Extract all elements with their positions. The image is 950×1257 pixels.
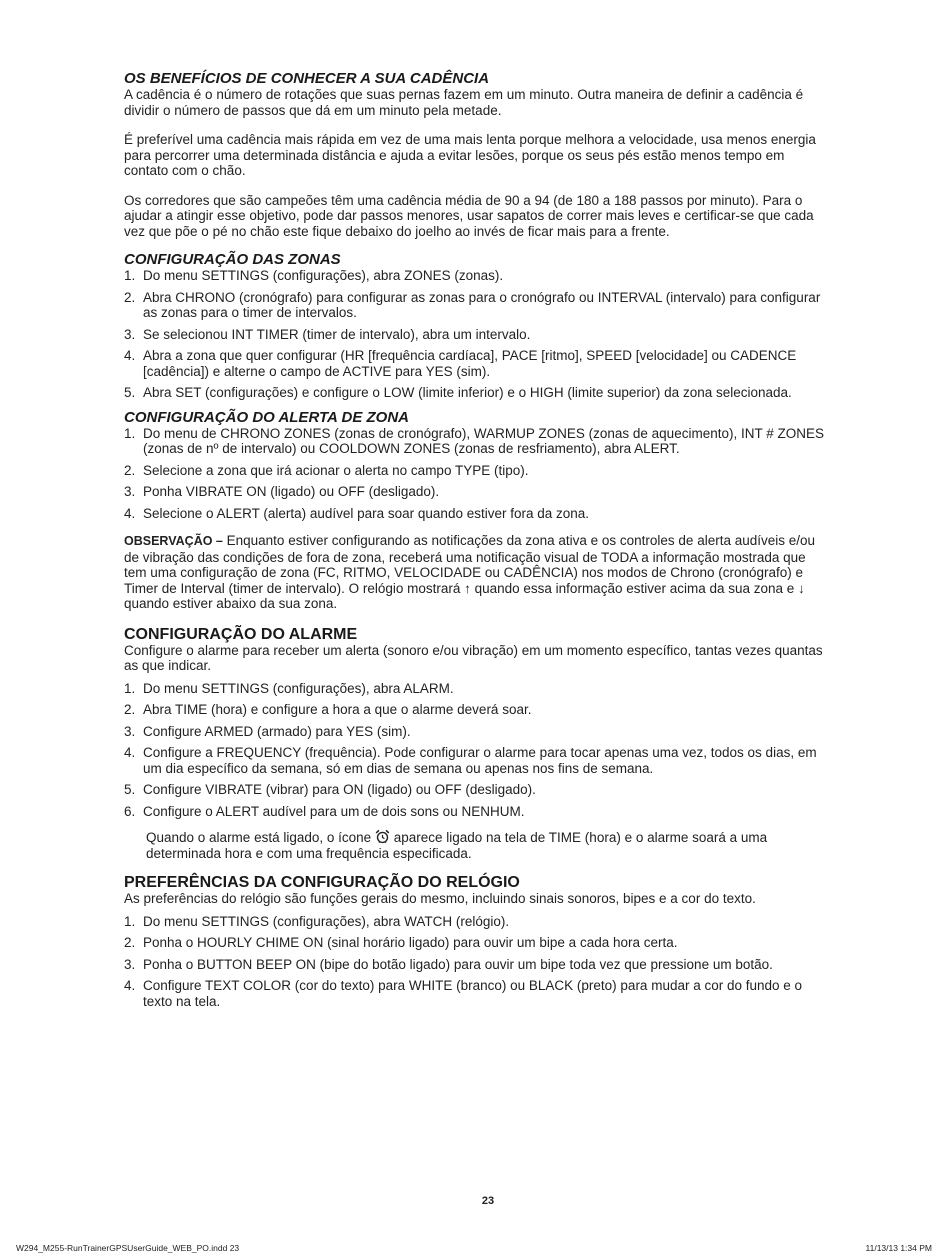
watch-preference-steps <box>124 914 830 1010</box>
section-title-cadence-benefits: OS BENEFÍCIOS DE CONHECER A SUA CADÊNCIA <box>124 70 490 87</box>
alarm-note: Quando o alarme está ligado, o ícone aparece ligado na tela de TIME (hora) e o alarme soará a uma determinada hora e com uma frequência especificada. <box>146 830 768 861</box>
list-item: 2. Ponha o HOURLY CHIME ON (sinal horário ligado) para ouvir um bipe a cada hora certa. <box>124 935 678 950</box>
paragraph: Configure o alarme para receber um alerta (sonoro e/ou vibração) em um momento específico, tantas vezes quantas as que indicar. <box>124 642 823 673</box>
list-item: 4. Configure TEXT COLOR (cor do texto) para WHITE (branco) ou BLACK (preto) para mudar a cor do fundo e o texto na tela. <box>124 978 803 1009</box>
list-item: 6. Configure o ALERT audível para um de dois sons ou NENHUM. <box>124 803 525 819</box>
alarm-steps <box>124 681 830 820</box>
paragraph: A cadência é o número de rotações que suas pernas fazem em um minuto. Outra maneira de definir a cadência é dividir o número de passos que dá em um minuto pela metade. <box>124 87 804 118</box>
list-item: 3. Ponha VIBRATE ON (ligado) ou OFF (desligado). <box>124 484 440 499</box>
paragraph: As preferências do relógio são funções gerais do mesmo, incluindo sinais sonoros, bipes e a cor do texto. <box>124 891 756 906</box>
list-item: 2. Abra TIME (hora) e configure a hora a que o alarme deverá soar. <box>124 702 532 717</box>
list-item: 4. Configure a FREQUENCY (frequência). Pode configurar o alarme para tocar apenas uma vez, todos os dias, em um dia específico da semana, só em dias de semana ou apenas nos fins de semana. <box>124 745 817 776</box>
alarm-clock-icon <box>375 829 390 844</box>
zone-alert-steps <box>124 426 830 522</box>
list-item: 4. Abra a zona que quer configurar (HR [frequência cardíaca], PACE [ritmo], SPEED [velocidade] ou CADENCE [cadência]) e alterne o campo de ACTIVE para YES (sim). <box>124 348 797 379</box>
list-item: 1. Do menu SETTINGS (configurações), abra WATCH (relógio). <box>124 913 510 929</box>
footer-timestamp: 11/13/13 1:34 PM <box>865 1243 932 1253</box>
note-label: OBSERVAÇÃO – <box>124 534 223 548</box>
page-number: 23 <box>481 1195 495 1207</box>
list-item: 2. Abra CHRONO (cronógrafo) para configurar as zonas para o cronógrafo ou INTERVAL (intervalo) para configurar as zonas para o timer de intervalos. <box>124 289 821 320</box>
page-content <box>124 70 830 1015</box>
list-item: 1. Do menu SETTINGS (configurações), abra ZONES (zonas). <box>124 268 504 283</box>
list-item: 2. Selecione a zona que irá acionar o alerta no campo TYPE (tipo). <box>124 462 529 478</box>
section-title-zone-config: CONFIGURAÇÃO DAS ZONAS <box>124 251 341 268</box>
list-item: 3. Configure ARMED (armado) para YES (sim). <box>124 723 411 739</box>
footer-filename: W294_M255-RunTrainerGPSUserGuide_WEB_PO.indd 23 <box>16 1243 240 1253</box>
list-item: 4. Selecione o ALERT (alerta) audível para soar quando estiver fora da zona. <box>124 505 590 521</box>
note-text: Enquanto estiver configurando as notificações da zona ativa e os controles de alerta audíveis e/ou de vibração das condições de fora de zona, receberá uma notificação visual de TODA a informação mostrada que tem uma configuração de zona (FC, RITMO, VELOCIDADE ou CADÊNCIA) nos modos de Chrono (cronógrafo) e Timer de Interval (timer de intervalo). O relógio mostrará ↑ quando essa informação estiver acima da sua zona e ↓ quando estiver abaixo da sua zona. <box>124 533 816 611</box>
paragraph: É preferível uma cadência mais rápida em vez de uma mais lenta porque melhora a velocidade, usa menos energia para percorrer uma determinada distância e ajuda a evitar lesões, porque os seus pés estão menos tempo em contato com o chão. <box>124 132 816 178</box>
list-item: 5. Abra SET (configurações) e configure o LOW (limite inferior) e o HIGH (limite superior) da zona selecionada. <box>124 385 792 400</box>
paragraph: Os corredores que são campeões têm uma cadência média de 90 a 94 (de 180 a 188 passos por minuto). Para o ajudar a atingir esse objetivo, pode dar passos menores, usar sapatos de correr mais leves e certificar-se que cada vez que põe o pé no chão este fique debaixo do joelho ao invés de ficar mais para a frente. <box>124 192 814 239</box>
zone-config-steps <box>124 268 830 401</box>
list-item: 3. Se selecionou INT TIMER (timer de intervalo), abra um intervalo. <box>124 326 531 342</box>
list-item: 5. Configure VIBRATE (vibrar) para ON (ligado) ou OFF (desligado). <box>124 782 536 797</box>
section-title-zone-alert: CONFIGURAÇÃO DO ALERTA DE ZONA <box>124 408 409 426</box>
list-item: 3. Ponha o BUTTON BEEP ON (bipe do botão ligado) para ouvir um bipe toda vez que pressione um botão. <box>124 956 773 972</box>
list-item: 1. Do menu SETTINGS (configurações), abra ALARM. <box>124 680 454 696</box>
section-title-watch-preferences: PREFERÊNCIAS DA CONFIGURAÇÃO DO RELÓGIO <box>124 874 520 891</box>
section-title-alarm: CONFIGURAÇÃO DO ALARME <box>124 625 358 643</box>
list-item: 1. Do menu de CHRONO ZONES (zonas de cronógrafo), WARMUP ZONES (zonas de aquecimento), INT # ZONES (zonas de nº de intervalo) ou COOLDOWN ZONES (zonas de resfriamento), abra ALERT. <box>124 425 824 456</box>
zone-alert-note <box>124 533 830 612</box>
